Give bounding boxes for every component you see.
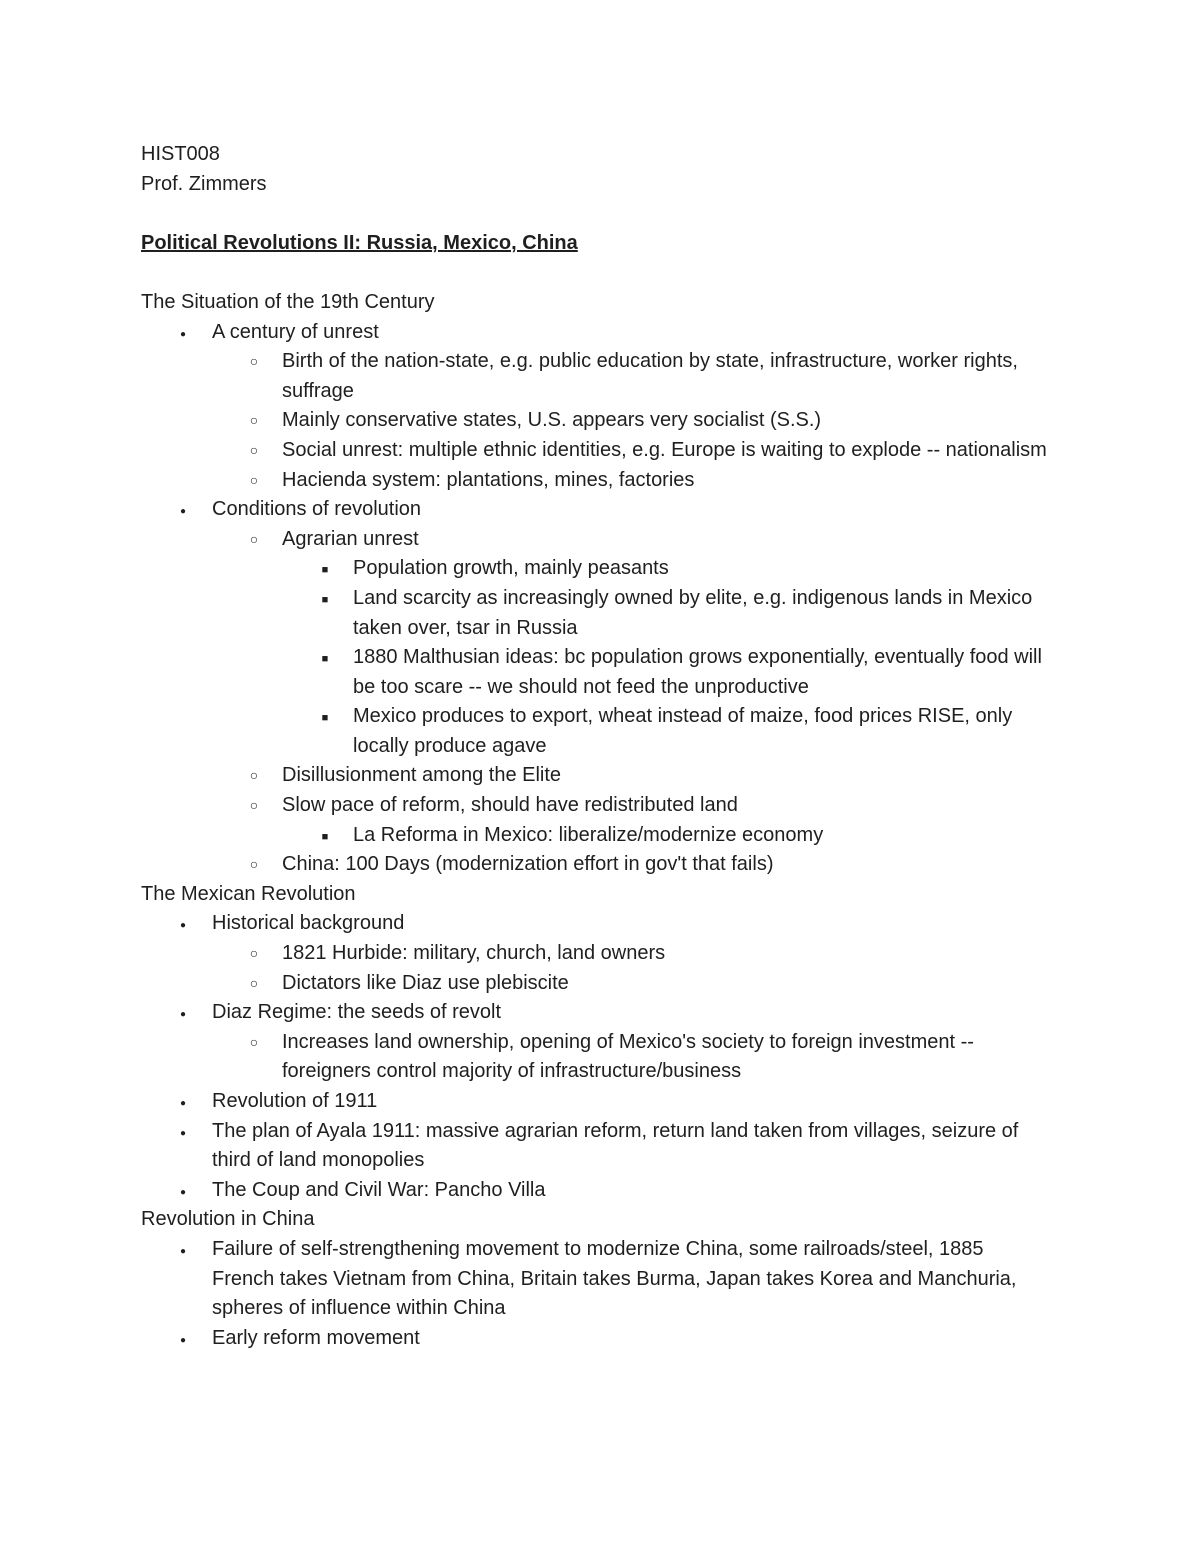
bullet-disc-icon: [173, 318, 193, 350]
course-code: HIST008: [141, 143, 220, 165]
list-item: ○ 1821 Hurbide: military, church, land owners: [141, 939, 1050, 969]
list-item: ○ Agrarian unrest: [141, 525, 1050, 555]
bullet-disc-icon: [173, 1324, 193, 1356]
list-item: ○ Increases land ownership, opening of Mexico's society to foreign investment -- foreigners control majority of infrastructure/business: [141, 1028, 1050, 1087]
list-item: ● The plan of Ayala 1911: massive agrarian reform, return land taken from villages, seizure of third of land monopolies: [141, 1117, 1050, 1176]
list-item: ■ 1880 Malthusian ideas: bc population grows exponentially, eventually food will be too scare -- we should not feed the unproductive: [141, 643, 1050, 702]
bullet-circle-icon: [244, 436, 264, 466]
list-item: ● Early reform movement: [141, 1324, 1050, 1354]
bullet-disc-icon: [173, 495, 193, 527]
list-item: ● Revolution of 1911: [141, 1087, 1050, 1117]
list-item: ● A century of unrest: [141, 318, 1050, 348]
list-item: ○ Dictators like Diaz use plebiscite: [141, 969, 1050, 999]
list-item: ■ Land scarcity as increasingly owned by elite, e.g. indigenous lands in Mexico taken over, tsar in Russia: [141, 584, 1050, 643]
list-item: ○ Disillusionment among the Elite: [141, 761, 1050, 791]
bullet-circle-icon: [244, 466, 264, 496]
bullet-disc-icon: [173, 1117, 193, 1149]
section-heading: The Mexican Revolution: [141, 882, 356, 905]
list-item: ● Failure of self-strengthening movement to modernize China, some railroads/steel, 1885 French takes Vietnam from China, Britain takes Burma, Japan takes Korea and Manchuria, spheres of influence within China: [141, 1235, 1050, 1324]
bullet-circle-icon: [244, 939, 264, 969]
bullet-disc-icon: [173, 1176, 193, 1208]
bullet-square-icon: [315, 584, 335, 616]
list-item: ● Diaz Regime: the seeds of revolt: [141, 998, 1050, 1028]
bullet-square-icon: [315, 643, 335, 675]
spacer: [141, 258, 1050, 288]
list-item: ■ Population growth, mainly peasants: [141, 554, 1050, 584]
bullet-disc-icon: [173, 1087, 193, 1119]
list-item: ○ Hacienda system: plantations, mines, factories: [141, 466, 1050, 496]
list-item: ○ Birth of the nation-state, e.g. public education by state, infrastructure, worker rights, suffrage: [141, 347, 1050, 406]
bullet-disc-icon: [173, 909, 193, 941]
list-item: ■ Mexico produces to export, wheat instead of maize, food prices RISE, only locally produce agave: [141, 702, 1050, 761]
professor-name: Prof. Zimmers: [141, 172, 267, 195]
bullet-circle-icon: [244, 347, 264, 377]
spacer: [141, 199, 1050, 229]
section-heading: Revolution in China: [141, 1208, 315, 1231]
list-item: ● The Coup and Civil War: Pancho Villa: [141, 1176, 1050, 1206]
list-item: ○ Social unrest: multiple ethnic identities, e.g. Europe is waiting to explode -- nationalism: [141, 436, 1050, 466]
bullet-disc-icon: [173, 998, 193, 1030]
bullet-circle-icon: [244, 525, 264, 555]
bullet-circle-icon: [244, 406, 264, 436]
bullet-circle-icon: [244, 969, 264, 999]
list-item: ● Historical background: [141, 909, 1050, 939]
bullet-disc-icon: [173, 1235, 193, 1267]
bullet-square-icon: [315, 702, 335, 734]
bullet-square-icon: [315, 821, 335, 853]
list-item: ○ China: 100 Days (modernization effort in gov't that fails): [141, 850, 1050, 880]
bullet-circle-icon: [244, 791, 264, 821]
list-item: ○ Mainly conservative states, U.S. appears very socialist (S.S.): [141, 406, 1050, 436]
list-item: ● Conditions of revolution: [141, 495, 1050, 525]
bullet-circle-icon: [244, 1028, 264, 1058]
list-item: ○ Slow pace of reform, should have redistributed land: [141, 791, 1050, 821]
list-item: ■ La Reforma in Mexico: liberalize/modernize economy: [141, 821, 1050, 851]
bullet-square-icon: [315, 554, 335, 586]
bullet-circle-icon: [244, 761, 264, 791]
bullet-circle-icon: [244, 850, 264, 880]
section-heading: The Situation of the 19th Century: [141, 290, 435, 313]
document-title: Political Revolutions II: Russia, Mexico, China: [141, 231, 578, 254]
